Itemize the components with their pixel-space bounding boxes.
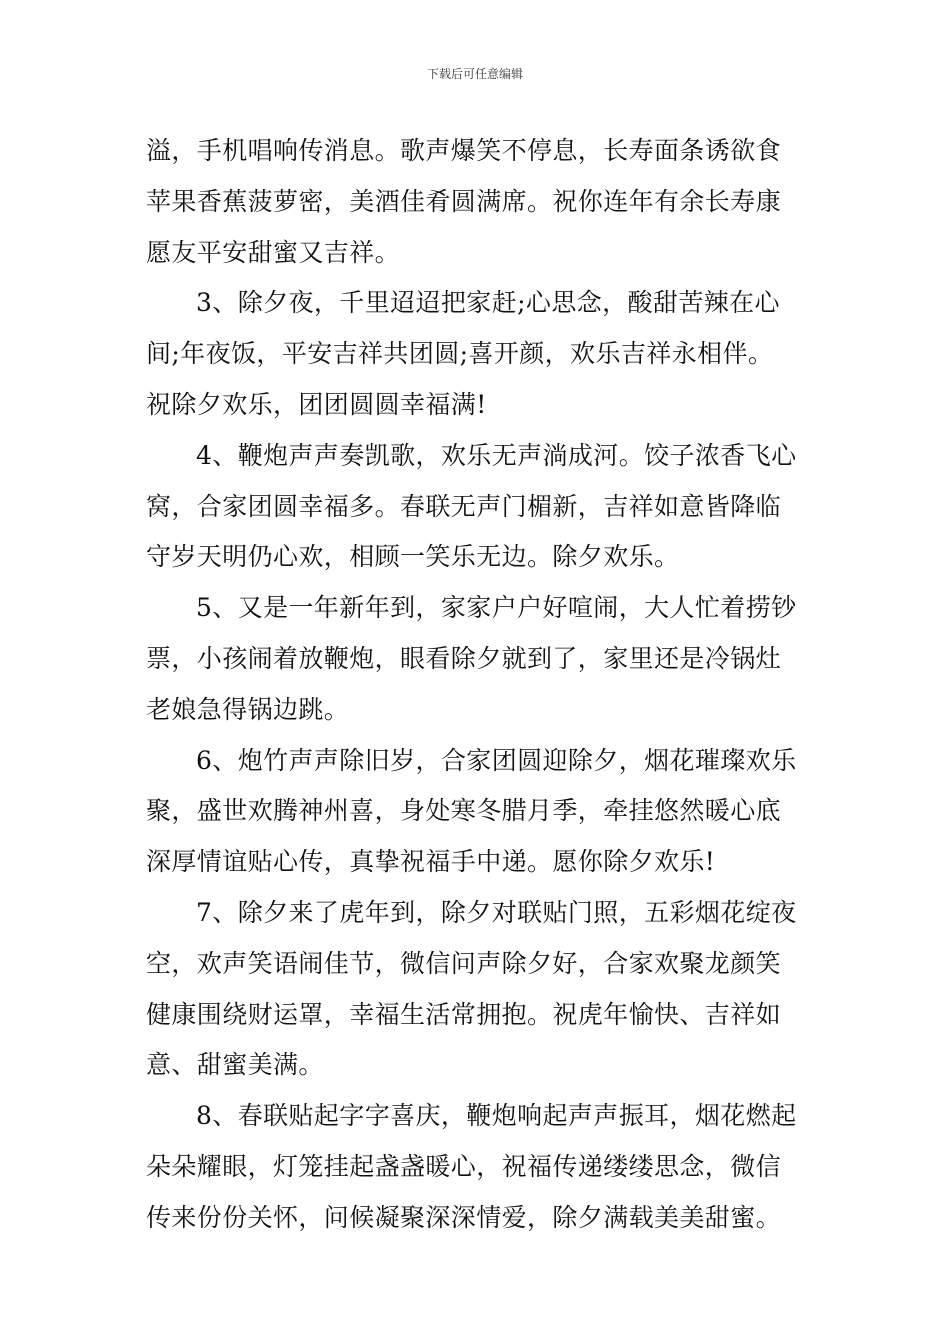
text-line: 空，欢声笑语闹佳节，微信问声除夕好，合家欢聚龙颜笑 [146, 948, 782, 978]
text-line: 祝除夕欢乐，团团圆圆幸福满! [146, 389, 487, 419]
text-line: 溢，手机唱响传消息。歌声爆笑不停息，长寿面条诱欲食 [146, 136, 782, 165]
page-header: 下载后可任意编辑 [426, 67, 523, 81]
text-line: 朵朵耀眼，灯笼挂起盏盏暖心，祝福传递缕缕思念，微信 [146, 1151, 782, 1181]
text-line: 老娘急得锅边跳。 [146, 694, 350, 724]
text-line: 5、又是一年新年到，家家户户好喧闹，大人忙着捞钞 [196, 593, 797, 623]
document-body [146, 126, 812, 1244]
text-line: 票，小孩闹着放鞭炮，眼看除夕就到了，家里还是冷锅灶 [146, 643, 782, 673]
text-line: 8、春联贴起字字喜庆，鞭炮响起声声振耳，烟花燃起 [196, 1101, 797, 1131]
text-line: 苹果香蕉菠萝密，美酒佳肴圆满席。祝你连年有余长寿康 [146, 186, 782, 216]
text-line: 深厚情谊贴心传，真挚祝福手中递。愿你除夕欢乐! [146, 847, 716, 877]
text-line: 聚，盛世欢腾神州喜，身处寒冬腊月季，牵挂悠然暖心底 [146, 796, 782, 826]
text-line: 意、甜蜜美满。 [146, 1050, 324, 1080]
text-line: 3、除夕夜，千里迢迢把家赶;心思念，酸甜苦辣在心 [196, 288, 780, 318]
text-line: 6、炮竹声声除旧岁，合家团圆迎除夕，烟花璀璨欢乐 [196, 745, 797, 775]
text-line: 传来份份关怀，问候凝聚深深情爱，除夕满载美美甜蜜。 [146, 1202, 782, 1232]
text-line: 4、鞭炮声声奏凯歌，欢乐无声淌成河。饺子浓香飞心 [196, 440, 797, 470]
text-line: 愿友平安甜蜜又吉祥。 [146, 237, 401, 267]
text-line: 守岁天明仍心欢，相顾一笑乐无边。除夕欢乐。 [146, 542, 680, 572]
text-line: 窝，合家团圆幸福多。春联无声门楣新，吉祥如意皆降临 [146, 491, 782, 521]
text-line: 7、除夕来了虎年到，除夕对联贴门照，五彩烟花绽夜 [196, 897, 797, 927]
text-line: 间;年夜饭，平安吉祥共团圆;喜开颜，欢乐吉祥永相伴。 [146, 339, 774, 369]
text-line: 健康围绕财运罩，幸福生活常拥抱。祝虎年愉快、吉祥如 [146, 999, 782, 1029]
